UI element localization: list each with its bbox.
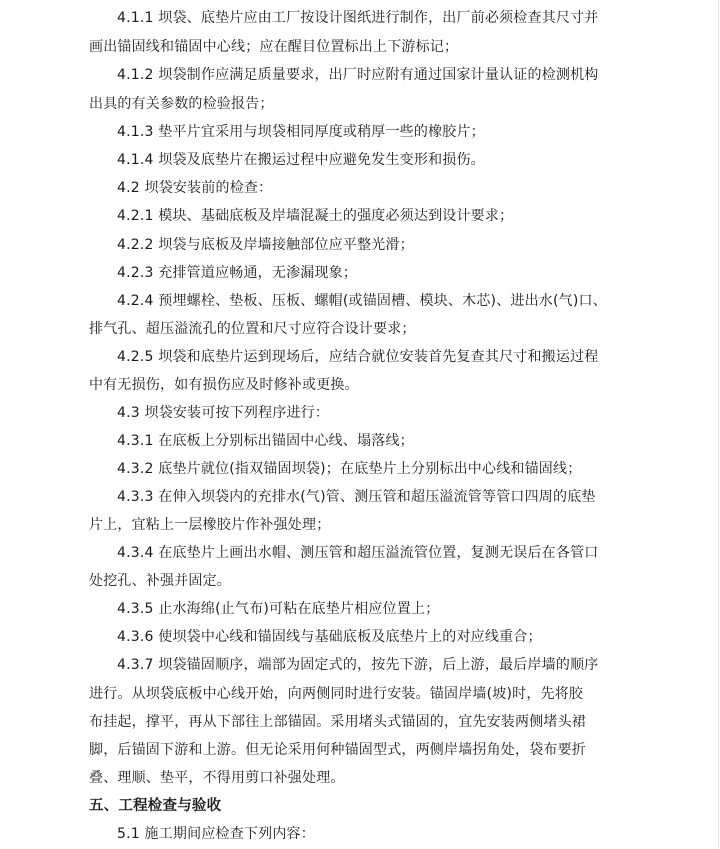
text-line: 4.3.2 底垫片就位(指双锚固坝袋)；在底垫片上分别标出中心线和锚固线； [117, 461, 582, 477]
text-line: 4.1.2 坝袋制作应满足质量要求，出厂时应附有通过国家计量认证的检测机构 [117, 67, 599, 83]
text-line: 5.1 施工期间应检查下列内容： [117, 826, 315, 842]
text-line: 脚，后锚固下游和上游。但无论采用何种锚固型式，两侧岸墙拐角处，袋布要折 [89, 742, 586, 758]
text-line: 处挖孔、补强并固定。 [89, 573, 231, 589]
text-line: 布挂起，撑平，再从下部往上部锚固。采用堵头式锚固的，宜先安装两侧堵头裙 [89, 714, 586, 730]
text-line: 4.3.4 在底垫片上画出水帽、测压管和超压溢流管位置，复测无误后在各管口 [117, 545, 599, 561]
text-line: 4.3.7 坝袋锚固顺序，端部为固定式的，按先下游，后上游，最后岸墙的顺序 [117, 657, 599, 673]
text-line: 4.1.3 垫平片宜采用与坝袋相同厚度或稍厚一些的橡胶片； [117, 124, 485, 140]
text-line: 4.3.6 使坝袋中心线和锚固线与基础底板及底垫片上的对应线重合； [117, 629, 542, 645]
text-line: 4.3 坝袋安装可按下列程序进行： [117, 405, 330, 421]
text-line: 4.2.2 坝袋与底板及岸墙接触部位应平整光滑； [117, 237, 414, 253]
text-line: 排气孔、超压溢流孔的位置和尺寸应符合设计要求； [89, 321, 416, 337]
text-line: 片上，宜粘上一层橡胶片作补强处理； [89, 517, 331, 533]
text-line: 4.3.1 在底板上分别标出锚固中心线、塌落线； [117, 433, 414, 449]
text-line: 4.3.5 止水海绵(止气布)可粘在底垫片相应位置上； [117, 601, 440, 617]
page-edge-divider [718, 0, 719, 849]
section-heading: 五、工程检查与验收 [89, 798, 222, 814]
text-line: 4.1.1 坝袋、底垫片应由工厂按设计图纸进行制作，出厂前必须检查其尺寸并 [117, 10, 599, 26]
text-line: 叠、理顺、垫平，不得用剪口补强处理。 [89, 770, 345, 786]
text-line: 4.2.5 坝袋和底垫片运到现场后，应结合就位安装首先复查其尺寸和搬运过程 [117, 349, 599, 365]
text-line: 4.2 坝袋安装前的检查： [117, 180, 273, 196]
text-line: 4.2.4 预埋螺栓、垫板、压板、螺帽(或锚固槽、模块、木芯)、进出水(气)口、 [117, 293, 607, 309]
text-line: 出具的有关参数的检验报告； [89, 96, 274, 112]
text-line: 4.2.3 充排管道应畅通，无渗漏现象； [117, 265, 358, 281]
text-line: 4.3.3 在伸入坝袋内的充排水(气)管、测压管和超压溢流管等管口四周的底垫 [117, 489, 596, 505]
text-line: 画出锚固线和锚固中心线；应在醒目位置标出上下游标记； [89, 39, 459, 55]
text-line: 4.1.4 坝袋及底垫片在搬运过程中应避免发生变形和损伤。 [117, 152, 485, 168]
text-line: 进行。从坝袋底板中心线开始，向两侧同时进行安装。锚固岸墙(坡)时，先将胶 [89, 686, 584, 702]
text-line: 中有无损伤，如有损伤应及时修补或更换。 [89, 377, 359, 393]
text-line: 4.2.1 模块、基础底板及岸墙混凝土的强度必须达到设计要求； [117, 208, 514, 224]
